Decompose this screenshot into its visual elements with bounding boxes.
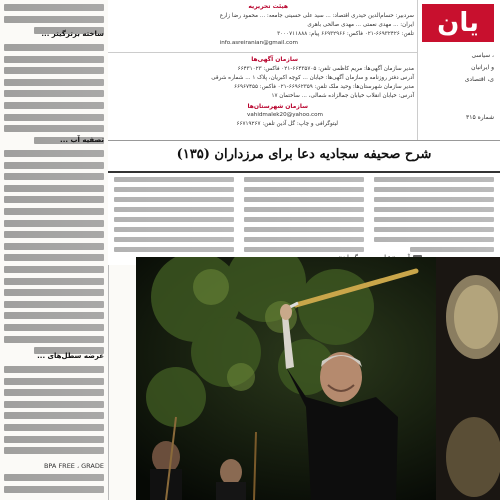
issue-number: شماره ۳۱۵ <box>466 114 494 121</box>
article-column-3 <box>114 177 234 239</box>
ads-line-2: آدرس دفتر روزنامه و سازمان آگهی‌ها: خیابان ... کوچه اکبریان، پلاک ۱ ... شماره شرقی <box>211 75 414 81</box>
ceremony-photo <box>136 257 500 500</box>
email[interactable]: info.asreiranian@gmail.com <box>219 40 298 46</box>
staff-line-2: ایران: ... مهدی نعمتی ... مهدی صالحی باهری <box>307 22 414 28</box>
logo-sub-1: ، سیاسی <box>471 52 494 59</box>
article-body <box>108 173 500 253</box>
print-email[interactable]: vahidmalek20@yahoo.com <box>247 112 323 118</box>
article-photo <box>136 257 500 500</box>
masthead <box>108 0 500 141</box>
left-column-heading-3: عرضه سطل‌های ... <box>37 352 104 360</box>
logo-sub-2: و ایرانیان <box>471 64 494 71</box>
article-title: شرح صحیفه سجادیه دعا برای مرزداران (۱۳۵) <box>176 147 432 162</box>
dist-line-1: مدیر سازمان شهرستان‌ها: وحید ملک تلفن: ۶۶۹۶۲۳۵۹-۰۲۱ فاکس: ۶۶۹۶۷۴۵۵ <box>233 84 414 90</box>
logo-sub-3: ی، اقتصادی <box>464 76 494 83</box>
left-news-column <box>0 0 109 500</box>
newspaper-logo[interactable]: یان <box>422 4 494 42</box>
article-title-bar <box>108 141 500 173</box>
left-column-heading-1: ساخته برترگیتر ... <box>41 30 104 38</box>
article-column-1 <box>374 177 494 239</box>
staff-line-1: سردبیر: حسام‌الدین حیدری اقتصاد: ... سید علی حسینی جامعه: ... محمود رضا زارع <box>219 13 414 19</box>
contact-line: تلفن: ۶۶۹۳۲۴۲۶-۰۲۱ فاکس: ۶۶۹۳۲۹۶۶ پیام: ۳۰۰۰۷۱۱۸۸۸ <box>277 31 414 37</box>
staff-title: هیئت تحریریه <box>248 3 288 10</box>
ads-line-1: مدیر سازمان آگهی‌ها: مریم کاظمی تلفن: ۶۶۴۳۵۷۰۵-۰۲۱ فاکس: ۶۶۴۳۱۰۲۳ <box>237 66 414 72</box>
left-column-text: BPA FREE ، GRADE <box>43 462 104 470</box>
article-column-2 <box>244 177 364 239</box>
dist-line-2: آدرس: خیابان انقلاب خیابان جمالزاده شمالی، ... ساختمان ۱۷ <box>271 93 414 99</box>
logo-area <box>417 0 500 140</box>
print-title: سازمان شهرستان‌ها <box>247 103 308 110</box>
print-line: لیتوگرافی و چاپ: گل آذین تلفن: ۶۶۷۱۹۲۶۷ <box>236 121 338 127</box>
left-column-heading-2: تصفیه آب ... <box>60 136 104 144</box>
ads-title: سازمان آگهی‌ها <box>251 56 298 63</box>
staff-credits <box>108 0 418 140</box>
